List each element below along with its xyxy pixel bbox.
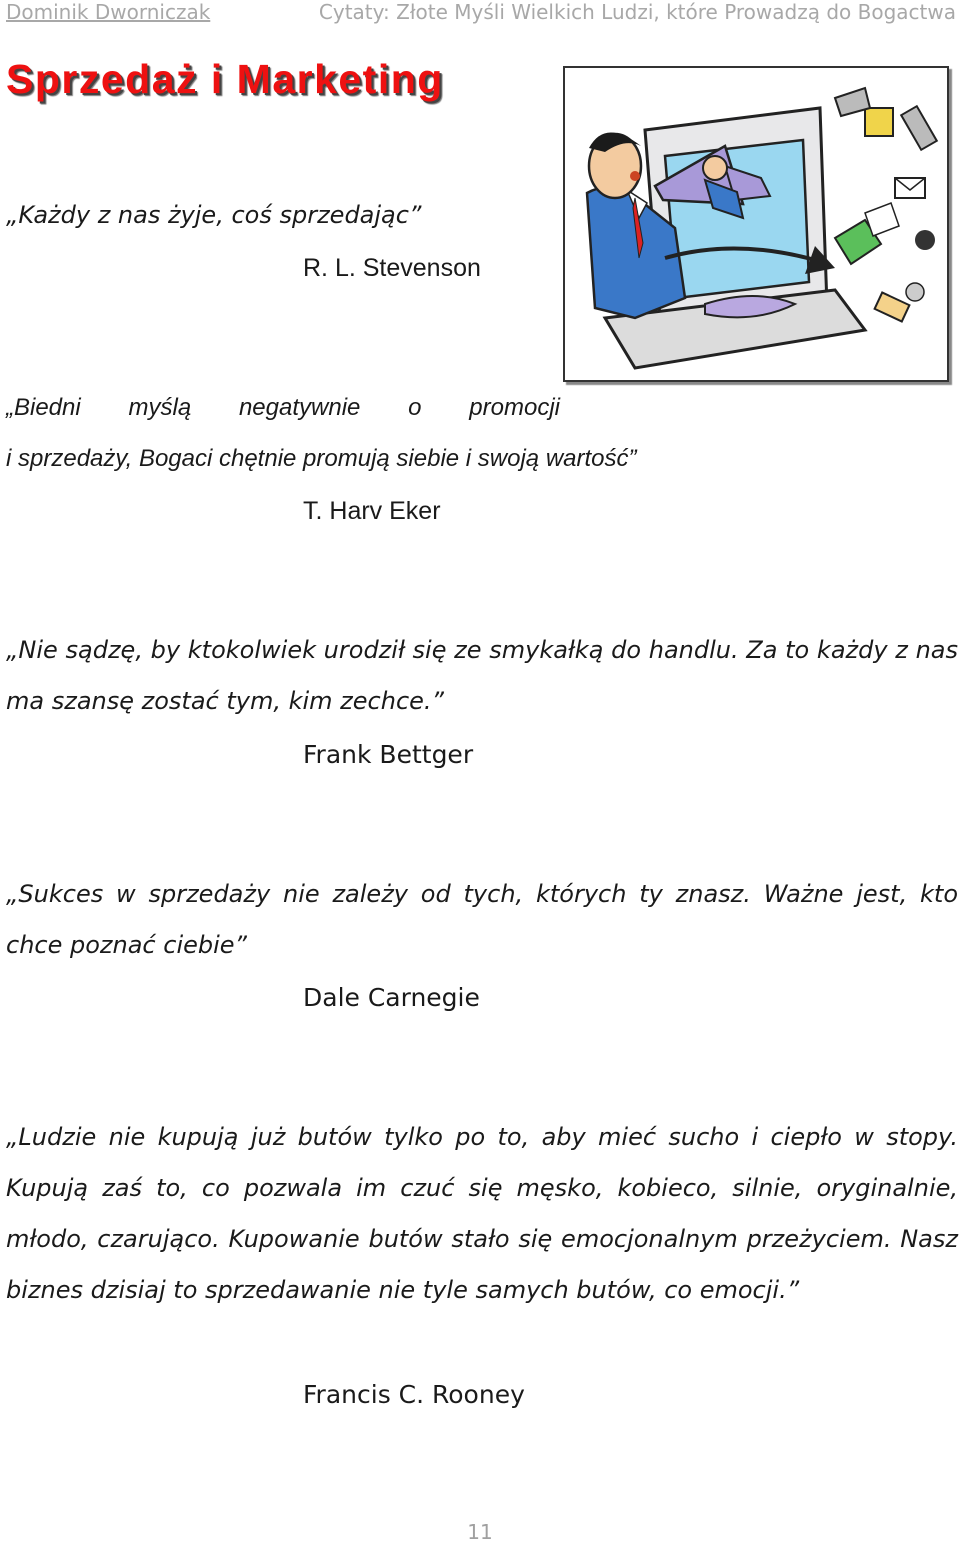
page-number: 11	[467, 1520, 493, 1544]
man-with-megaphone-computer-illustration	[565, 68, 947, 380]
section-title: Sprzedaż i Marketing	[6, 56, 444, 102]
quote-1-author: R. L. Stevenson	[303, 254, 481, 282]
quote-4-text: „Sukces w sprzedaży nie zależy od tych, których ty znasz. Ważne jest, kto chce poznać ciebie”	[6, 880, 958, 959]
quote-2-text-line1: „Biedni myślą negatywnie o promocji	[6, 394, 560, 421]
quote-5-author: Francis C. Rooney	[303, 1380, 525, 1409]
marketing-illustration	[563, 66, 949, 382]
quote-3-author: Frank Bettger	[303, 740, 474, 769]
header-book-title: Cytaty: Złote Myśli Wielkich Ludzi, które Prowadzą do Bogactwa	[318, 0, 956, 24]
quote-2-author: T. Harv Eker	[303, 497, 441, 525]
header-author-link[interactable]: Dominik Dworniczak	[6, 0, 211, 24]
quote-2-text-line2: i sprzedaży, Bogaci chętnie promują siebie i swoją wartość”	[6, 445, 637, 472]
quote-1-text: „Każdy z nas żyje, coś sprzedając”	[6, 201, 422, 229]
quote-4-author: Dale Carnegie	[303, 983, 480, 1012]
quote-3-text: „Nie sądzę, by ktokolwiek urodził się ze smykałką do handlu. Za to każdy z nas ma szansę zostać tym, kim zechce.”	[6, 636, 958, 715]
quote-5-text: „Ludzie nie kupują już butów tylko po to, aby mieć sucho i ciepło w stopy. Kupują zaś to, co pozwala im czuć się męsko, kobieco, silnie, oryginalnie, młodo, czarująco. Kupowanie butów stało się emocjonalnym przeżyciem. Nasz biznes dzisiaj to sprzedawanie nie tyle samych butów, co emocji.”	[6, 1123, 958, 1304]
